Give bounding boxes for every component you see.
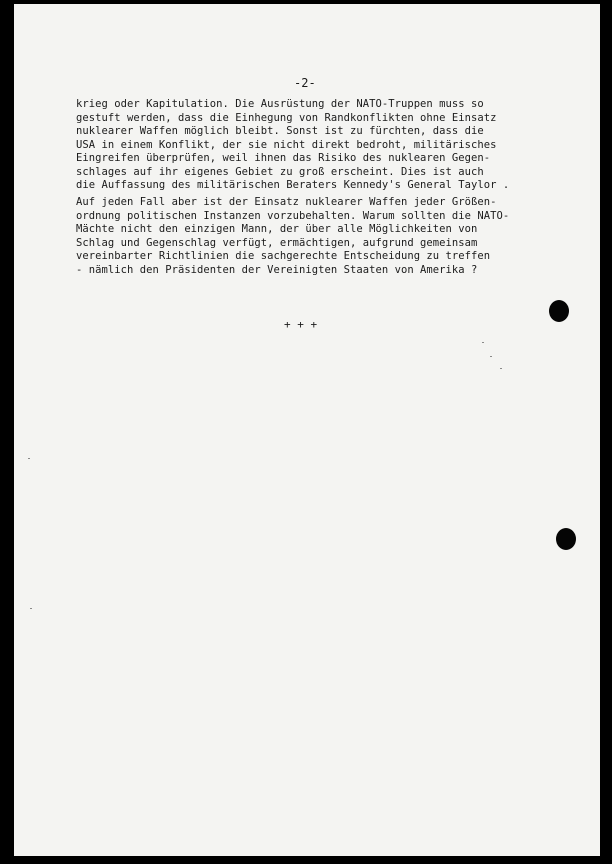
scan-speck xyxy=(490,356,492,357)
paragraph-2 xyxy=(76,196,572,277)
text-line: ordnung politischen Instanzen vorzubehalten. Warum sollten die NATO- xyxy=(76,209,510,222)
section-separator: + + + xyxy=(284,318,318,331)
text-line: schlages auf ihr eigenes Gebiet zu groß erscheint. Dies ist auch xyxy=(76,165,484,178)
punch-hole-bottom xyxy=(556,528,576,550)
scan-speck xyxy=(28,458,30,459)
scan-speck xyxy=(500,368,502,369)
punch-hole-top xyxy=(549,300,569,322)
text-line: Schlag und Gegenschlag verfügt, ermächtigen, aufgrund gemeinsam xyxy=(76,236,478,249)
text-line: Eingreifen überprüfen, weil ihnen das Risiko des nuklearen Gegen- xyxy=(76,152,491,164)
text-line: gestuft werden, dass die Einhegung von Randkonflikten ohne Einsatz xyxy=(76,111,497,124)
text-line: Mächte nicht den einzigen Mann, der über alle Möglichkeiten von xyxy=(76,223,478,235)
text-line: - nämlich den Präsidenten der Vereinigten Staaten von Amerika ? xyxy=(76,263,478,276)
text-line: vereinbarter Richtlinien die sachgerechte Entscheidung zu treffen xyxy=(76,250,491,262)
paragraph-1 xyxy=(76,98,572,193)
page-number: -2- xyxy=(294,76,316,90)
scan-speck xyxy=(482,342,484,343)
scan-speck xyxy=(30,608,32,609)
document-page xyxy=(14,4,600,856)
text-line: die Auffassung des militärischen Beraters Kennedy's General Taylor . xyxy=(76,179,510,191)
text-line: USA in einem Konflikt, der sie nicht direkt bedroht, militärisches xyxy=(76,138,497,151)
text-line: nuklearer Waffen möglich bleibt. Sonst ist zu fürchten, dass die xyxy=(76,125,484,137)
text-line: krieg oder Kapitulation. Die Ausrüstung der NATO-Truppen muss so xyxy=(76,98,484,110)
text-line: Auf jeden Fall aber ist der Einsatz nuklearer Waffen jeder Größen- xyxy=(76,196,497,208)
